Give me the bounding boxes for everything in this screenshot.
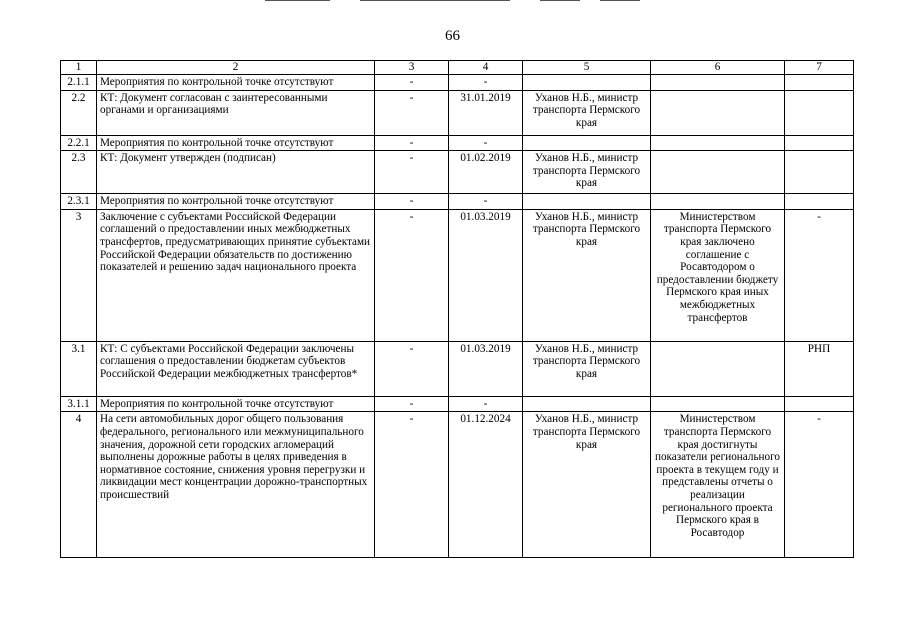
row-result — [651, 90, 785, 135]
row-number: 2.1.1 — [61, 75, 97, 91]
row-responsible: Уханов Н.Б., министр транспорта Пермского края — [523, 341, 651, 396]
row-date: 01.02.2019 — [449, 151, 523, 194]
column-header: 4 — [449, 61, 523, 75]
row-date: - — [449, 135, 523, 151]
row-name: Мероприятия по контрольной точке отсутствуют — [97, 75, 375, 91]
row-col3: - — [375, 209, 449, 341]
row-number: 3 — [61, 209, 97, 341]
column-header: 1 — [61, 61, 97, 75]
row-number: 2.3 — [61, 151, 97, 194]
table-row — [61, 341, 854, 396]
row-col7 — [785, 194, 854, 210]
row-result — [651, 194, 785, 210]
row-col3: - — [375, 341, 449, 396]
table-row — [61, 194, 854, 210]
row-number: 2.2 — [61, 90, 97, 135]
row-col7 — [785, 90, 854, 135]
row-responsible: Уханов Н.Б., министр транспорта Пермского края — [523, 412, 651, 558]
row-date: - — [449, 396, 523, 412]
row-name: КТ: Документ согласован с заинтересованными органами и организациями — [97, 90, 375, 135]
row-responsible: Уханов Н.Б., министр транспорта Пермского края — [523, 151, 651, 194]
row-col3: - — [375, 412, 449, 558]
row-name: Заключение с субъектами Российской Федерации соглашений о предоставлении иных межбюджетных трансфертов, предусматривающих принятие субъектами Российской Федерации обязательств по достижению показателей и решению задач национального проекта — [97, 209, 375, 341]
column-header: 3 — [375, 61, 449, 75]
row-col7 — [785, 135, 854, 151]
row-responsible — [523, 75, 651, 91]
top-edge-mark-1 — [265, 0, 330, 1]
row-date: 01.03.2019 — [449, 341, 523, 396]
row-col3: - — [375, 90, 449, 135]
row-result: Министерством транспорта Пермского края заключено соглашение с Росавтодором о предоставлении бюджету Пермского края иных межбюджетных трансфертов — [651, 209, 785, 341]
table-row — [61, 396, 854, 412]
row-date: 31.01.2019 — [449, 90, 523, 135]
row-number: 3.1.1 — [61, 396, 97, 412]
row-number: 2.3.1 — [61, 194, 97, 210]
row-col3: - — [375, 396, 449, 412]
row-name: На сети автомобильных дорог общего пользования федерального, регионального или межмуниципального значения, дорожной сети городских агломераций выполнены дорожные работы в целях приведения в нормативное состояние, снижения уровня перегрузки и ликвидации мест концентрации дорожно-транспортных происшествий — [97, 412, 375, 558]
row-name: КТ: Документ утвержден (подписан) — [97, 151, 375, 194]
row-name: Мероприятия по контрольной точке отсутствуют — [97, 396, 375, 412]
row-number: 2.2.1 — [61, 135, 97, 151]
row-result — [651, 341, 785, 396]
column-header: 5 — [523, 61, 651, 75]
row-number: 3.1 — [61, 341, 97, 396]
row-result: Министерством транспорта Пермского края достигнуты показатели регионального проекта в текущем году и представлены отчеты о реализации регионального проекта Пермского края в Росавтодор — [651, 412, 785, 558]
top-edge-mark-2 — [360, 0, 510, 1]
row-col7: - — [785, 412, 854, 558]
top-edge-mark-4 — [600, 0, 640, 1]
row-result — [651, 135, 785, 151]
row-col7 — [785, 396, 854, 412]
column-header: 2 — [97, 61, 375, 75]
row-col3: - — [375, 135, 449, 151]
row-responsible: Уханов Н.Б., министр транспорта Пермского края — [523, 90, 651, 135]
table-row — [61, 135, 854, 151]
table-row — [61, 209, 854, 341]
table-row — [61, 151, 854, 194]
table-row — [61, 412, 854, 558]
row-date: - — [449, 194, 523, 210]
header-row — [61, 61, 854, 75]
row-name: Мероприятия по контрольной точке отсутствуют — [97, 194, 375, 210]
top-edge-mark-3 — [540, 0, 580, 1]
row-number: 4 — [61, 412, 97, 558]
row-col3: - — [375, 75, 449, 91]
row-name: Мероприятия по контрольной точке отсутствуют — [97, 135, 375, 151]
row-result — [651, 75, 785, 91]
row-col7 — [785, 151, 854, 194]
row-responsible — [523, 194, 651, 210]
row-date: 01.12.2024 — [449, 412, 523, 558]
row-date: - — [449, 75, 523, 91]
row-responsible — [523, 396, 651, 412]
column-header: 6 — [651, 61, 785, 75]
page-number: 66 — [445, 28, 460, 44]
row-name: КТ: С субъектами Российской Федерации заключены соглашения о предоставлении бюджетам субъектов Российской Федерации межбюджетных трансфертов* — [97, 341, 375, 396]
table-row — [61, 90, 854, 135]
table-row — [61, 75, 854, 91]
row-col3: - — [375, 151, 449, 194]
row-responsible — [523, 135, 651, 151]
row-col3: - — [375, 194, 449, 210]
row-date: 01.03.2019 — [449, 209, 523, 341]
column-header: 7 — [785, 61, 854, 75]
row-responsible: Уханов Н.Б., министр транспорта Пермского края — [523, 209, 651, 341]
row-col7 — [785, 75, 854, 91]
row-result — [651, 151, 785, 194]
row-col7: РНП — [785, 341, 854, 396]
plan-table — [60, 60, 854, 558]
row-col7: - — [785, 209, 854, 341]
row-result — [651, 396, 785, 412]
